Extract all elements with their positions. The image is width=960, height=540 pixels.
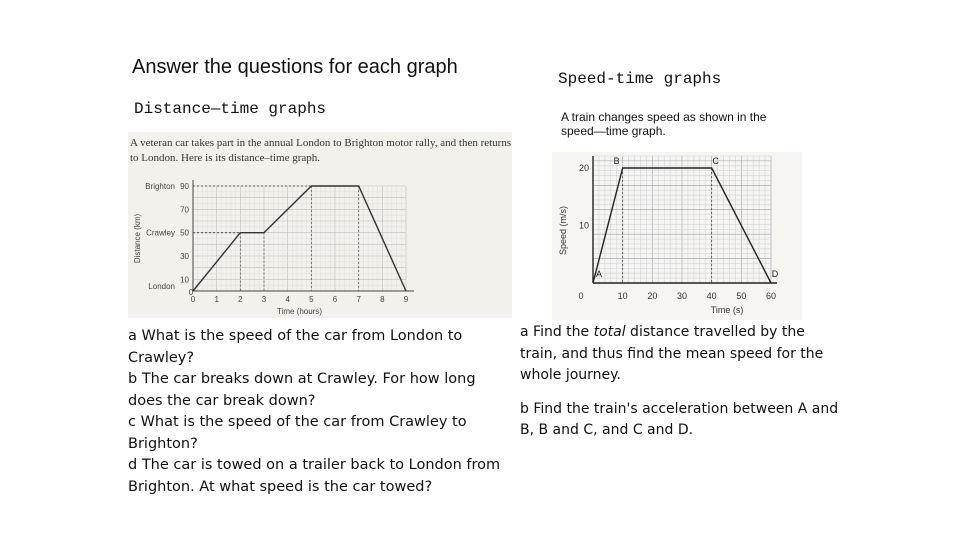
speed-question-a <box>520 322 840 387</box>
x-tick-label: 40 <box>706 291 717 301</box>
x-tick-label: 20 <box>647 291 658 301</box>
speed-time-heading: Speed-time graphs <box>558 70 722 88</box>
y-axis-label: Speed (m/s) <box>558 205 568 256</box>
speed-question-a-prefix: a Find the <box>520 324 594 340</box>
question-a: a What is the speed of the car from London to Crawley? <box>128 328 463 366</box>
x-tick-label: 30 <box>676 291 688 301</box>
point-label-a: A <box>595 269 603 279</box>
point-label-b: B <box>613 156 620 166</box>
x-tick-label: 10 <box>617 291 628 301</box>
point-label-c: C <box>712 156 719 166</box>
x-tick-label: 7 <box>356 295 361 304</box>
speed-question-a-emph: total <box>593 324 626 340</box>
distance-problem-intro: A veteran car takes part in the annual London to Brighton motor rally, and then returns to London. Here is its distance–time graph. <box>130 137 512 164</box>
x-tick-label: 50 <box>736 291 747 301</box>
x-tick-label: 0 <box>578 291 584 301</box>
x-tick-label: 2 <box>238 295 243 304</box>
x-tick-label: 5 <box>309 295 314 304</box>
question-c: c What is the speed of the car from Crawley to Brighton? <box>128 414 467 452</box>
y-tick-label: 10 <box>578 220 589 231</box>
x-axis-label: Time (hours) <box>276 307 323 316</box>
x-tick-label: 3 <box>261 295 267 304</box>
y-tick-label: 90 <box>180 182 189 191</box>
place-label-brighton: Brighton <box>145 182 175 191</box>
y-tick-label: 20 <box>578 163 589 173</box>
x-tick-label: 0 <box>190 295 196 304</box>
x-tick-label: 6 <box>332 295 338 304</box>
distance-time-heading: Distance—time graphs <box>134 100 327 118</box>
question-b: b The car breaks down at Crawley. For how long does the car break down? <box>128 371 476 409</box>
speed-question-b: b Find the train's acceleration between A and B, B and C, and C and D. <box>520 400 839 438</box>
place-label-london: London <box>148 282 175 291</box>
x-tick-label: 8 <box>380 295 385 304</box>
x-tick-label: 60 <box>765 291 777 301</box>
x-tick-label: 4 <box>285 295 290 304</box>
speed-time-chart <box>552 152 802 320</box>
point-label-d: D <box>771 269 779 279</box>
y-axis-label: Distance (km) <box>133 213 142 264</box>
y-tick-label: 50 <box>180 228 189 238</box>
x-tick-label: 9 <box>403 295 409 304</box>
x-tick-label: 1 <box>214 295 219 304</box>
question-d: d The car is towed on a trailer back to London from Brighton. At what speed is the car towed? <box>128 457 501 495</box>
page-title: Answer the questions for each graph <box>132 56 458 78</box>
train-description: A train changes speed as shown in the speed—time graph. <box>561 110 767 138</box>
distance-questions <box>128 326 506 498</box>
speed-question-a-suffix: distance travelled by the train, and thus find the mean speed for the whole journey. <box>520 324 824 383</box>
x-axis-label: Time (s) <box>710 305 744 315</box>
speed-questions <box>520 322 840 442</box>
y-tick-label: 10 <box>180 275 189 285</box>
place-label-crawley: Crawley <box>146 228 175 238</box>
origin-label: 0 <box>188 288 194 297</box>
distance-time-chart <box>128 170 458 318</box>
y-tick-label: 30 <box>180 252 189 261</box>
y-tick-label: 70 <box>180 205 189 215</box>
